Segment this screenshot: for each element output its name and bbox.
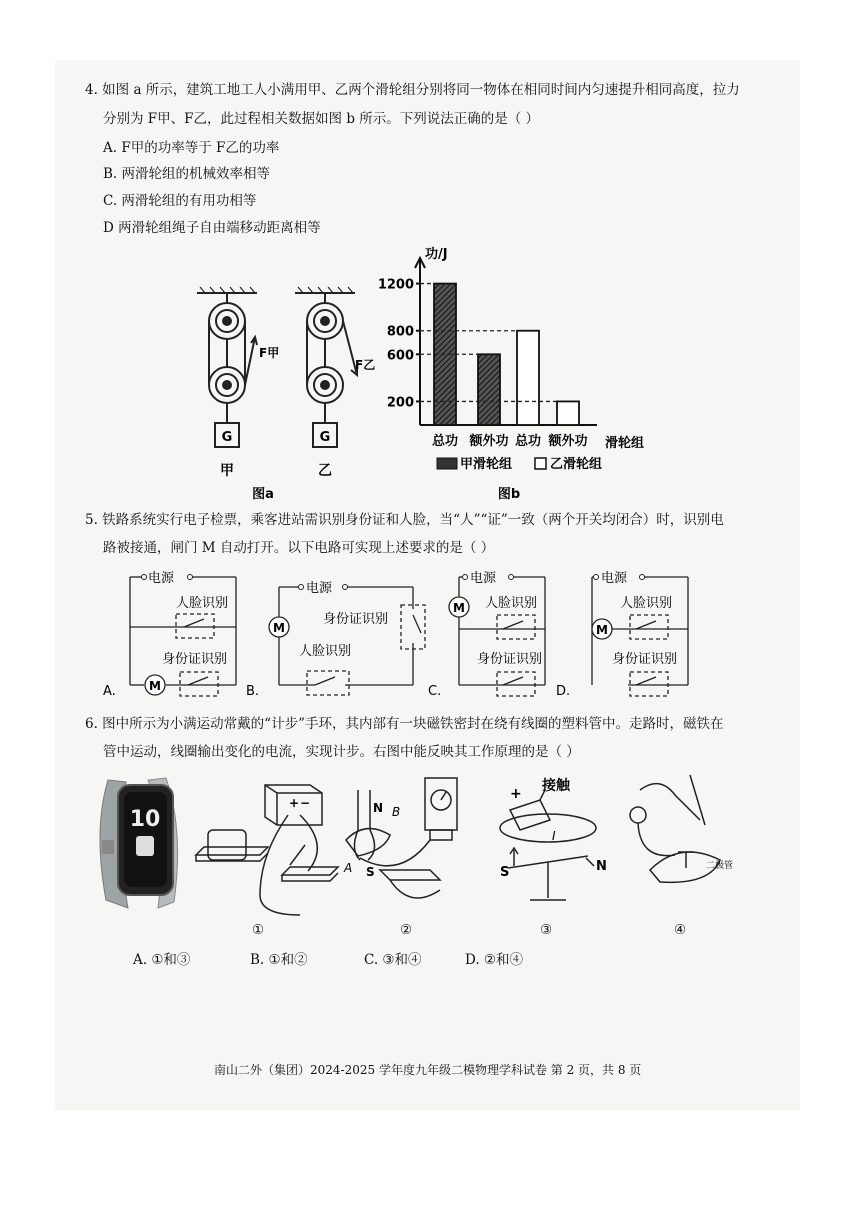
fig1-plus: + xyxy=(289,796,300,810)
circuit-b-motor: M xyxy=(273,621,285,635)
circuit-b-face: 人脸识别 xyxy=(299,644,352,659)
fig1-minus: − xyxy=(300,796,311,810)
q6-option-b[interactable]: B. ①和② xyxy=(250,952,308,968)
figure-b-caption: 图b xyxy=(497,487,521,502)
fig4-diode-label: 二极管 xyxy=(706,861,734,871)
q6-stem-line2: 管中运动，线圈输出变化的电流，实现计步。右图中能反映其工作原理的是（ ） xyxy=(103,744,580,760)
figure-b-chart xyxy=(375,240,655,505)
circuit-b xyxy=(243,567,428,699)
fig-num-1: ① xyxy=(252,922,265,938)
chart-x-tick-3: 额外功 xyxy=(548,434,588,449)
chart-y-tick-800: 800 xyxy=(386,324,414,340)
q4-stem-line2: 分别为 F甲、F乙，此过程相关数据如图 b 所示。下列说法正确的是（ ） xyxy=(103,111,540,127)
fig3-contact: 接触 xyxy=(542,778,570,794)
legend-label-jia: 甲滑轮组 xyxy=(460,457,513,472)
circuit-c-power: 电源 xyxy=(470,571,497,586)
pulley-yi xyxy=(307,293,357,447)
circuit-a-power: 电源 xyxy=(148,571,175,586)
q6-stem-line1: 6. 图中所示为小满运动常戴的“计步”手环，其内部有一块磁铁密封在绕有线圈的塑料管中。走路时，磁铁在 xyxy=(85,716,724,732)
circuit-a-id: 身份证识别 xyxy=(162,652,228,667)
q4-option-b[interactable]: B. 两滑轮组的机械效率相等 xyxy=(103,166,271,182)
chart-legend xyxy=(437,456,602,472)
q5-stem-line2: 路被接通，闸门 M 自动打开。以下电路可实现上述要求的是（ ） xyxy=(103,540,495,556)
fig-num-2: ② xyxy=(400,922,413,938)
fig3-current: I xyxy=(552,829,556,843)
force-label-jia: F甲 xyxy=(259,346,280,360)
chart-bar-1 xyxy=(478,354,500,425)
circuit-d-face: 人脸识别 xyxy=(620,596,673,611)
q4-stem-line1: 4. 如图 a 所示，建筑工地工人小满用甲、乙两个滑轮组分别将同一物体在相同时间内匀速提升相同高度，拉力 xyxy=(85,82,740,98)
label-yi: 乙 xyxy=(318,463,332,479)
figure-3-electromagnet xyxy=(490,770,615,920)
smart-band-image xyxy=(88,770,188,920)
circuit-d-power: 电源 xyxy=(601,571,628,586)
circuit-b-power: 电源 xyxy=(306,581,333,596)
fig3-plus: + xyxy=(510,786,522,802)
q6-option-c[interactable]: C. ③和④ xyxy=(364,952,422,968)
fig2-b: B xyxy=(392,805,401,819)
chart-bar-2 xyxy=(517,331,539,425)
fig3-s: S xyxy=(500,865,510,880)
fig2-a: A xyxy=(344,861,353,875)
label-jia: 甲 xyxy=(220,463,234,479)
figure-2-generator xyxy=(340,770,465,920)
chart-bar-3 xyxy=(557,401,579,425)
q4-option-c[interactable]: C. 两滑轮组的有用功相等 xyxy=(103,193,257,209)
fig2-s: S xyxy=(366,865,375,879)
option-c-label: C. xyxy=(428,684,442,699)
band-time: 10 xyxy=(129,807,161,832)
option-a-label: A. xyxy=(103,684,116,699)
circuit-a xyxy=(100,567,245,699)
circuit-a-motor: M xyxy=(149,679,161,693)
circuit-c-id: 身份证识别 xyxy=(477,652,543,667)
q6-option-a[interactable]: A. ①和③ xyxy=(133,952,191,968)
circuit-d-id: 身份证识别 xyxy=(612,652,678,667)
legend-label-yi: 乙滑轮组 xyxy=(550,457,603,472)
legend-swatch-yi xyxy=(535,458,546,469)
chart-x-tick-2: 总功 xyxy=(514,434,542,449)
weight-label-yi: G xyxy=(319,430,331,445)
figure-a-pulleys xyxy=(185,285,385,505)
option-b-label: B. xyxy=(246,684,260,699)
circuit-a-face: 人脸识别 xyxy=(176,596,229,611)
chart-y-tick-200: 200 xyxy=(386,395,414,411)
circuit-c-face: 人脸识别 xyxy=(485,596,538,611)
pulley-jia xyxy=(209,293,257,447)
fig2-n: N xyxy=(373,801,384,815)
figure-4-diode-experiment xyxy=(620,770,740,920)
weight-label-jia: G xyxy=(221,430,233,445)
circuit-c-motor: M xyxy=(453,601,465,615)
chart-x-axis-label: 滑轮组 xyxy=(605,436,645,451)
chart-x-tick-0: 总功 xyxy=(431,434,459,449)
page-footer: 南山二外（集团）2024-2025 学年度九年级二模物理学科试卷 第 2 页，共 8 页 xyxy=(214,1063,642,1077)
chart-y-tick-600: 600 xyxy=(386,348,414,364)
fig-num-4: ④ xyxy=(674,922,687,938)
force-label-yi: F乙 xyxy=(355,358,376,372)
figure-1-motor xyxy=(190,775,340,925)
legend-swatch-jia xyxy=(437,458,457,469)
chart-y-tick-1200: 1200 xyxy=(377,277,414,293)
circuit-b-id: 身份证识别 xyxy=(323,612,389,627)
fig3-n: N xyxy=(596,859,607,874)
q4-option-a[interactable]: A. F甲的功率等于 F乙的功率 xyxy=(103,140,280,156)
chart-y-axis-label: 功/J xyxy=(425,247,448,262)
figure-a-caption: 图a xyxy=(252,487,274,502)
circuit-d-motor: M xyxy=(596,623,608,637)
q5-stem-line1: 5. 铁路系统实行电子检票，乘客进站需识别身份证和人脸，当“人”“证”一致（两个开关均闭合）时，识别电 xyxy=(85,512,724,528)
fig-num-3: ③ xyxy=(540,922,553,938)
q4-option-d[interactable]: D 两滑轮组绳子自由端移动距离相等 xyxy=(103,220,321,236)
circuit-c xyxy=(425,567,560,699)
circuit-d xyxy=(556,567,706,699)
option-d-label: D. xyxy=(556,684,571,699)
chart-x-tick-1: 额外功 xyxy=(469,434,509,449)
q6-option-d[interactable]: D. ②和④ xyxy=(465,952,524,968)
